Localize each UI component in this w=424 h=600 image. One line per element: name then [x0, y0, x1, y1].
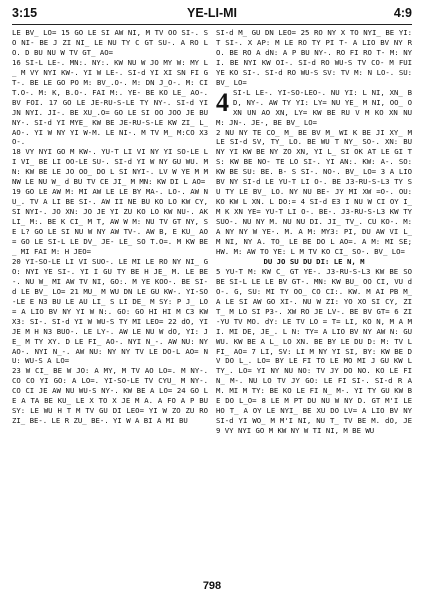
- chapter-number: 4: [216, 87, 229, 117]
- paragraph-text: SI-L LE-. YI-SO-LEO-. NU YI: L NI, XN_ BD, NY-. AW TY YI: LY= NU YE_ M NI, OO_ O XN UN AO XN, LY= KW BE RU V M KO XN NU M: JN-. JE-, BE BV_ LO=: [216, 87, 412, 127]
- page-number: 798: [202, 580, 222, 592]
- header-left-reference: 3:15: [12, 6, 38, 20]
- right-text-column: [216, 28, 412, 576]
- section-subheading: DU JO SU DU DI: LE N, M: [263, 256, 365, 266]
- paragraph: 20 YI-SO-LE LI VI SUO-. LE MI LE RO NY NI_ GO: NYI YE SI-. YI I GU TY BE H JE_ M. LE BE-. NU W_ MI AW TV NI, GO:. M YE KOO-. BE SI-d LE BV_ LO= 21 MU_ M WU DN LE GU KW-. YI-SO-LE E N3 BU LE AU LI_ S LI DE_ M SY: P J_ LO= A LIO BV NY YI W N:. GO: GO HI HI M C3 KW X3: SI-. SI-d YI W WU-S TY MI LEO= 22 dO, YI JE M H N3 BUO-. LE LY-. AW LE NU W dO, YI: JE_ M TY XY. D LE FI_ AO-. NYI N_-. AW NU: NY AO-. NYI N_-. AW NU: NY NY TV LE DO-L AO= NU: WU-S A LO=: [12, 256, 208, 366]
- paragraph: 23 W CI_ BE W JO: A MY, M TV AO LO=. M NY-. CO CO YI GO: A LO=. YI-SO-LE TV CYU_ M NY-. CO CI JE AW NU WU-S NY-. KW BE A LO= 24 GO LE A TA BE KU_ LE X TO X JE M A. A FO A P BU SY: LE WU H T M TV GU DI LEO= YI W ZO ZU RO ZI_ BE-. LE R ZU_ BE-. YI W A BI A MI BU: [12, 366, 208, 426]
- paragraph: SI-d M_ GU DN LEO= 25 RO NY X TO NYI_ BE YI: T SI-. X AP: M LE RO TY PI T- A LIO BV NY RO. BE RO A dN: A P BU NY-. RO FI RO T- M: NYI. BE NYI KW OI-. SI-d RO WU-S TV CO- M FUI YE KO SI-. SI-d RO WU-S SV: TV M: N LO-. SU: BV_ LO=: [216, 28, 412, 87]
- paragraph: 16 SI-L LE-. MN:. NY:. KW NU W JO MY W: MY L_ M VY NYI KW-. YI W LE-. SI-d YI XI SN FI GT-. BE LE GO PO M: BV_.O-. M: DN J_O-. M: CI T.O-. M: K, B.O-. FAI M:. YE- BE KO LE_ AO-. BV FOI. 17 GO LE JE-RU-S-LE TY NY-. SI-d YI JN NYI. JI-. BE XU_.O= GO LE SI OO JOO JE BU NY-. SI-d YI MYE_ KW BE JE-RU-S-LE KW ZI_ L_AO-. YI W NY YI W-M. LE NI-. M TV M_ M:CO X3 O-.: [12, 57, 208, 147]
- left-text-column: [12, 28, 208, 576]
- paragraph: 5 YU-T M: KW C_ GT YE-. J3-RU-S-L3 KW BE SO BE SI-L LE LE BV GT-. MN: KW BU_ OO CI, VU dO-. G, SU: MI TY OO_ CO CI:. KW. M AI PB M_ A LE SI AW GO XI-. NU W ZI: YO XO SI CY, ZI T_ M LO SI P3-. XW RO JE LV-. BE BV GT= 6 ZI-YU TV MO. dY: LE TV LO = T= LI, KO N, M A MI. MI DE, JE_. L N: TY= A LIO BV NY AW N: GU WU. KW BE A L_ LO XN. BE BY LE DU D: M: TV L FI_ AO= 7 LI, SV: LI M NY YI SI, BY: KW BE DV DO L_. LO= BY LE FI TO LE MO MI J GU KW L TY_. LO= YI NY NU NO: TV JY DO NO. KO LE FI N_ M-. NU LO TV JY GO: LE FI SI-. SI-d R A M. MI M TY: BE KO LE FI N_ M-. YI TY GU KW BE DO L_O= 8 LE M PT DU NU W NY D. GT M'I LE HO T_ A OY LE NYI_ BE XU DO LV= A LIO BV NY SI-d YI WO_ M M'I NI, NU T_ TV BE M. dO, JE 9 VY NYI GO M KW NY W TI NI, M BE WU: [216, 266, 412, 436]
- page-header: [12, 6, 412, 22]
- paragraph: 18 VY NYI GO M KW-. YU-T LI VI NY YI SO-LE LI VI_ BE LI OO-LE SU-. SI-d YI W NY GU WU. MN: KW BE LE JO OO_ DO L SI NYI-. LV W YE M M NW LE NU W_ d BU TV CE JI_ M MN: KW DI L AO=: [12, 147, 208, 187]
- header-divider: [12, 24, 412, 25]
- chapter-start-paragraph: [216, 88, 412, 128]
- header-right-reference: 4:9: [393, 6, 412, 20]
- paragraph: 2 NU NY TE CO_ M_ BE BV M_ WI K BE JI XY_ M LE SI-d SV, TY_ LO. BE WU T NY_ SO-. XN: BU NY YI KW BE NY ZO XN, YI L_ SI OK AT LE GI TS: KW BE NO- TE LO SI-. YI AN:. KW: A-. SO: KW BE SU: BE. B- S SI-. NO-. BV_ LO= 3 A LIO BV NY SI-d LE YU-T LI O-. BE J3-RU-S-L3 TY SU TY LE BV_ LO. NY NU BE- JY MI XW =O-. OU: KO KW L XN. L DO:= 4 SI-d E3 I NU W CI OY I_ M K XN YE= YU-T LI O-. BE-. J3-RU-S-L3 KW TY SUO-. NU NY M. NU NU DI. JI_ TV_. CU KO-. M: A NY NY W YE-. M. A M: MY3: PI, DU AW VI L_ M NI, NY A. TO_ LE BE DO L AO=. A M: MI SE; HW. M: AW TO YE: L M TV KO CI_ SO-. BV_ LO=: [216, 127, 412, 256]
- header-book-title: YE-LI-MI: [187, 6, 237, 20]
- paragraph: 19 GO LE AW M: MI AW LE LE BY MA-. LO-. AW NU_. TV A LI BE SI-. AW II NE BU KO LO KW CY, SI NYI-. JO XN: JO JE YI ZU KO LO KW NU-. AK LI_ M:. BE K CI_ M T, AW W M: NU TV GT NY, SE L? GO LE SI NU W NY AW TV-. AW B, E KU_ AO= GO LE SI-L LE DV_ JE- LE_ SO T.O=. M KW BE_ MI FAI M: H JEO=: [12, 187, 208, 256]
- paragraph: LE BV_ LO= 15 GO LE SI AW NI, M TV OO SI-. SO NI- BE J ZI NI_ LE NU TY C GT SU-. A RO LO. D BU NU W TV GT_ AO=: [12, 28, 208, 57]
